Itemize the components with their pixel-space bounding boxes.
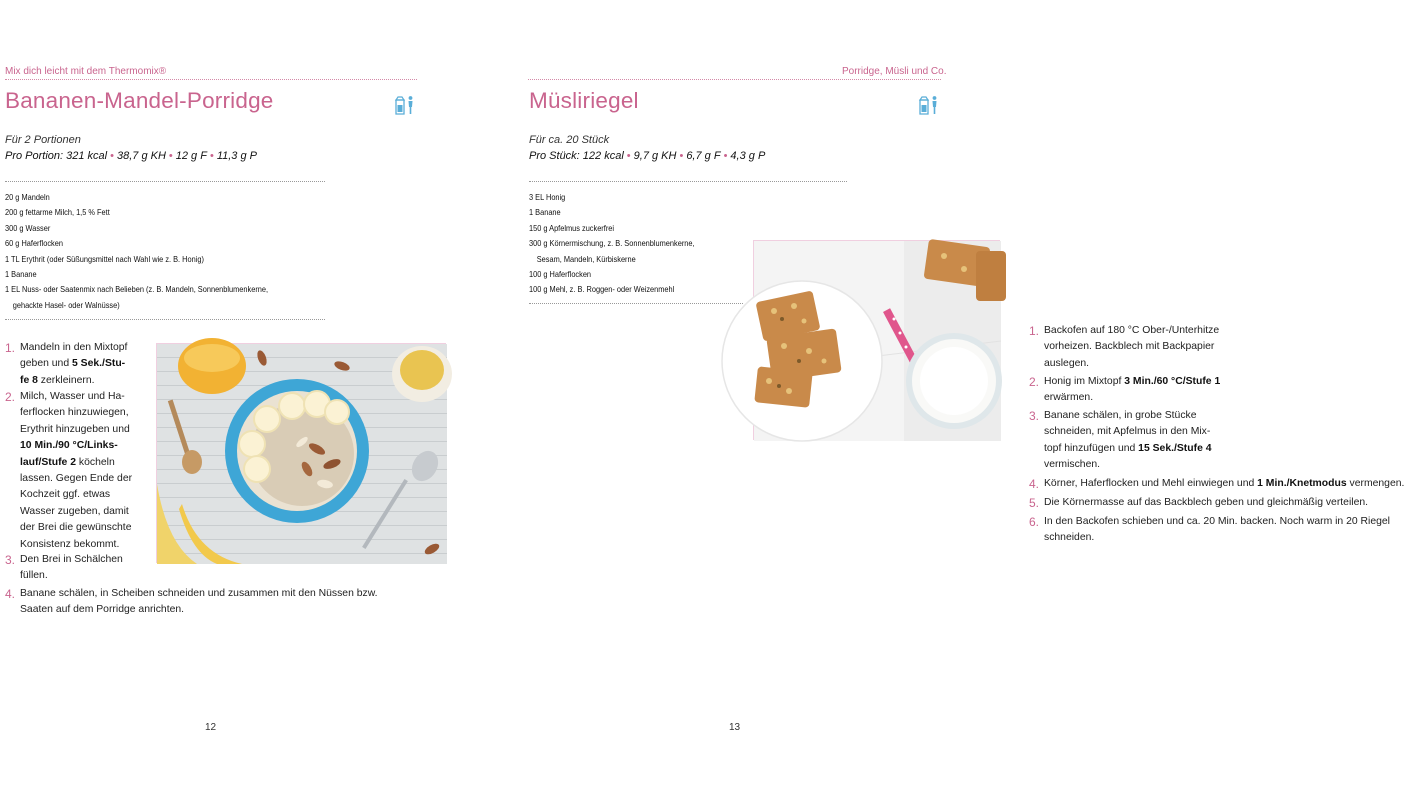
step-text: Den Brei in Schälchen: [20, 554, 123, 565]
step-text: der Brei die gewünschte: [20, 522, 132, 534]
ingredient: 1 TL Erythrit (oder Süßungsmittel nach Wahl wie z. B. Honig): [5, 253, 204, 264]
nutrition-info: Pro Portion: 321 kcal • 38,7 g KH • 12 g F • 11,3 g P: [5, 150, 257, 162]
step-line: [20, 356, 127, 372]
step-text: Wasser zugeben, damit: [20, 505, 129, 517]
step-line: [20, 373, 127, 389]
step-line: [20, 586, 378, 602]
recipe-title: Bananen-Mandel-Porridge: [5, 88, 274, 113]
step-text: erwärmen.: [1044, 392, 1094, 404]
step-number: 5.: [1029, 496, 1040, 510]
step-line: [1044, 390, 1220, 406]
step-number: 2.: [5, 390, 16, 404]
ingredient-list: [5, 190, 268, 313]
ingredient: 60 g Haferflocken: [5, 238, 63, 249]
step-text: Backofen auf 180 °C Ober-/Unterhitze: [1044, 325, 1220, 336]
step-text: füllen.: [20, 570, 48, 582]
step-text: schneiden.: [1044, 532, 1095, 544]
muesli-bars-photo: [753, 240, 1000, 440]
step-line: [1044, 476, 1404, 492]
step-number: 1.: [5, 341, 16, 355]
ingredient: 300 g Wasser: [5, 222, 51, 233]
divider: [5, 181, 325, 182]
carbs: 9,7 g KH: [633, 150, 677, 162]
ingredient: gehackte Hasel- oder Walnüsse): [12, 299, 120, 310]
step-text: Honig im Mixtopf: [1044, 376, 1125, 387]
step-setting: 5 Sek./Stu-: [72, 358, 126, 370]
step-number: 4.: [1029, 477, 1040, 491]
step-line: [20, 537, 132, 553]
step-line: [20, 520, 132, 536]
step-line: [20, 340, 127, 356]
running-head: Porridge, Müsli und Co.: [842, 66, 947, 77]
step-text: Konsistenz bekommt.: [20, 538, 120, 550]
step-line: [20, 455, 132, 471]
page-number: 12: [205, 722, 217, 733]
step-line: [1044, 530, 1390, 546]
recipe-step: [5, 389, 133, 553]
step-line: [20, 568, 123, 584]
recipe-step: [1029, 374, 1221, 407]
kcal: Pro Portion: 321 kcal: [5, 150, 108, 162]
step-line: [20, 405, 132, 421]
step-number: 6.: [1029, 515, 1040, 529]
recipe-step: [5, 586, 378, 619]
step-line: [20, 389, 132, 405]
step-text: Saaten auf dem Porridge anrichten.: [20, 604, 185, 616]
ingredient: 100 g Mehl, z. B. Roggen- oder Weizenmehl: [529, 284, 675, 295]
step-text: köcheln: [76, 456, 115, 468]
step-text: ferflocken hinzuwiegen,: [20, 407, 129, 419]
step-number: 1.: [1029, 324, 1040, 338]
step-line: [1044, 339, 1219, 355]
step-text: auslegen.: [1044, 357, 1090, 369]
step-text: Die Körnermasse auf das Backblech geben und gleichmäßig verteilen.: [1044, 497, 1369, 508]
ingredient: 150 g Apfelmus zuckerfrei: [529, 222, 615, 233]
recipe-step: [1029, 323, 1220, 372]
step-text: Erythrit hinzugeben und: [20, 423, 130, 435]
recipe-step: [5, 552, 123, 585]
recipe-step: [5, 340, 128, 389]
step-setting: 15 Sek./Stufe 4: [1138, 442, 1212, 454]
step-line: [1044, 424, 1212, 440]
step-text: Milch, Wasser und Ha-: [20, 391, 125, 402]
step-number: 2.: [1029, 375, 1040, 389]
recipe-step: [1029, 514, 1390, 547]
step-line: [1044, 495, 1368, 511]
protein: 11,3 g P: [216, 150, 257, 162]
step-setting: 1 Min./Knetmodus: [1257, 478, 1347, 489]
step-line: [1044, 457, 1212, 473]
step-setting: 10 Min./90 °C/Links-: [20, 440, 118, 452]
step-setting: 3 Min./60 °C/Stufe 1: [1124, 376, 1221, 387]
portions: Für 2 Portionen: [5, 134, 81, 146]
step-text: lassen. Gegen Ende der: [20, 473, 133, 485]
ingredient: 1 Banane: [529, 207, 561, 218]
step-text: vermischen.: [1044, 459, 1101, 471]
step-text: Banane schälen, in grobe Stücke: [1044, 410, 1197, 421]
thermomix-tool-icon: [918, 94, 940, 116]
ingredient: Sesam, Mandeln, Kürbiskerne: [536, 253, 636, 264]
step-text: Banane schälen, in Scheiben schneiden und zusammen mit den Nüssen bzw.: [20, 588, 378, 599]
right-page: [500, 0, 1404, 800]
porridge-bowl-photo: [156, 343, 446, 563]
step-line: [1044, 323, 1219, 339]
step-text: Mandeln in den Mixtopf: [20, 342, 128, 353]
carbs: 38,7 g KH: [116, 150, 166, 162]
step-text: Kochzeit ggf. etwas: [20, 489, 111, 501]
step-number: 4.: [5, 587, 16, 601]
step-line: [20, 438, 132, 454]
recipe-step: [1029, 476, 1404, 492]
step-text: Körner, Haferflocken und Mehl einwiegen und: [1044, 478, 1258, 489]
divider: [529, 303, 743, 304]
header-divider: [5, 79, 417, 80]
ingredient-list: [529, 190, 695, 298]
left-page: [0, 0, 500, 800]
step-line: [20, 504, 132, 520]
ingredient: 1 EL Nuss- oder Saatenmix nach Belieben (z. B. Mandeln, Sonnenblumenkerne,: [5, 284, 269, 295]
step-setting: lauf/Stufe 2: [20, 456, 77, 468]
step-line: [20, 487, 132, 503]
protein: 4,3 g P: [730, 150, 766, 162]
step-line: [1044, 514, 1390, 530]
ingredient: 100 g Haferflocken: [529, 268, 592, 279]
divider: [529, 181, 847, 182]
header-divider: [528, 79, 941, 80]
fat: 6,7 g F: [686, 150, 721, 162]
step-line: [20, 552, 123, 568]
portions: Für ca. 20 Stück: [529, 134, 610, 146]
step-setting: fe 8: [20, 374, 38, 386]
ingredient: 300 g Körnermischung, z. B. Sonnenblumenkerne,: [529, 238, 695, 249]
ingredient: 20 g Mandeln: [5, 192, 50, 202]
thermomix-tool-icon: [394, 94, 416, 116]
step-number: 3.: [1029, 409, 1040, 423]
step-line: [20, 602, 378, 618]
step-line: [1044, 408, 1212, 424]
recipe-title: Müsliriegel: [529, 88, 639, 113]
kcal: Pro Stück: 122 kcal: [529, 150, 624, 162]
step-line: [20, 422, 132, 438]
step-text: vorheizen. Backblech mit Backpapier: [1044, 341, 1215, 353]
step-text: vermengen.: [1346, 478, 1404, 489]
step-text: topf hinzufügen und: [1044, 442, 1139, 454]
ingredient: 1 Banane: [5, 268, 37, 279]
step-line: [1044, 441, 1212, 457]
page-number: 13: [729, 722, 741, 733]
divider: [5, 319, 325, 320]
recipe-step: [1029, 495, 1369, 511]
ingredient: 200 g fettarme Milch, 1,5 % Fett: [5, 207, 110, 218]
recipe-step: [1029, 408, 1212, 474]
step-line: [1044, 374, 1220, 390]
step-text: schneiden, mit Apfelmus in den Mix-: [1044, 426, 1211, 438]
running-head: Mix dich leicht mit dem Thermomix®: [5, 66, 167, 77]
step-line: [20, 471, 132, 487]
fat: 12 g F: [175, 150, 207, 162]
step-text: In den Backofen schieben und ca. 20 Min. backen. Noch warm in 20 Riegel: [1044, 516, 1390, 527]
step-text: geben und: [20, 358, 73, 370]
ingredient: 3 EL Honig: [529, 192, 566, 202]
nutrition-info: Pro Stück: 122 kcal • 9,7 g KH • 6,7 g F • 4,3 g P: [529, 150, 766, 162]
step-line: [1044, 356, 1219, 372]
step-text: zerkleinern.: [37, 374, 95, 386]
step-number: 3.: [5, 553, 16, 567]
